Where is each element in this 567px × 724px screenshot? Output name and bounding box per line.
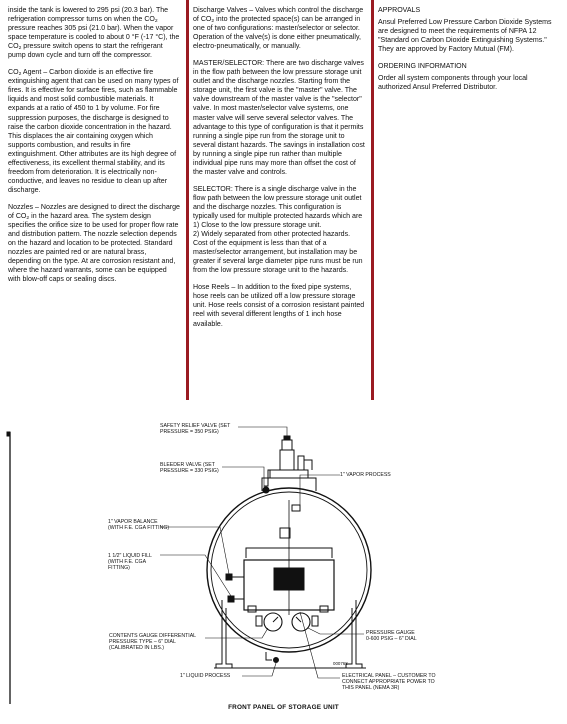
top-fitting <box>298 456 304 470</box>
leader-bleeder <box>222 467 264 487</box>
paragraph-compressor-cycle: inside the tank is lowered to 295 psi (20.3 bar). The refrigeration compressor turns on when the $CO_2$ pressure reaches 305 psi (21.0 bar). When the vapor space temperature is cooled to about 0 °F (-17 °C), the $CO_2$ pressure switch opens to start the refrigerant pump down cycle and turn off the compressor. <box>8 7 180 60</box>
paragraph-hose-reels: Hose Reels – In addition to the fixed pipe systems, hose reels can be utilized off a low pressure storage unit. Hose reels consist of a corrosion resistant painted reel with several different lengths of 1 inch hose available. <box>193 284 365 328</box>
selector-item-2: 2) Widely separated from other protected hazards. Cost of the equipment is less than that of a master/selector arrangement, but installation may be greater if several large diameter pipe runs must be run from the low pressure storage unit to the hazards. <box>193 231 363 275</box>
paragraph-master-selector: MASTER/SELECTOR: There are two discharge valves in the flow path between the low pressure storage unit outlet and the discharge nozzles. Starting from the storage unit, the first valve is the "master" valve. The valve downstream of the master valve is the "selector" valve. In most master/selector valve systems, one master valve will serve several selector valves. The advantage to this type of configuration is that it permits running a single pipe run from the storage unit to several distant hazards. The savings in installation cost by running a single pipe run rather than multiple individual pipe runs may more than offset the cost of the master valve and controls. <box>193 60 365 176</box>
figure-caption: FRONT PANEL OF STORAGE UNIT <box>228 704 339 711</box>
liquid-process-fitting <box>274 658 279 663</box>
liquid-fill-fitting <box>228 596 234 602</box>
figure-side-mark <box>7 432 10 436</box>
leader-vapor-balance <box>160 527 229 574</box>
figure-code: 000768 <box>333 661 348 666</box>
label-bleeder-valve: BLEEDER VALVE (SET PRESSURE = 330 PSIG) <box>160 462 219 475</box>
heading-approvals: APPROVALS <box>378 7 421 14</box>
safety-relief-valve-top <box>282 440 292 450</box>
pressure-gauge-needle <box>296 617 301 622</box>
paragraph-ordering: Order all system components through your local authorized Ansul Preferred Distributor. <box>378 75 528 92</box>
text-column-right <box>378 6 558 100</box>
label-electrical-panel: ELECTRICAL PANEL – CUSTOMER TO CONNECT APPROPRIATE POWER TO THIS PANEL (NEMA 3R) <box>342 673 436 692</box>
label-vapor-balance: 1" VAPOR BALANCE (WITH F.E. CGA FITTING) <box>108 519 170 532</box>
top-fitting-pipe <box>304 460 312 470</box>
selector-intro: SELECTOR: There is a single discharge valve in the flow path between the low pressure storage unit outlet and the discharge nozzles. This configuration is typically used for multiple protected hazards which are <box>193 185 363 220</box>
paragraph-discharge-valves: Discharge Valves – Valves which control the discharge of $CO_2$ into the protected space(s) can be arranged in one of two configurations: master/selector or selector. Operation of the valve(s) is done either pneumatically, electro-pneumatically, or manually. <box>193 7 364 51</box>
left-leg <box>216 600 232 668</box>
vapor-balance-fitting <box>226 574 232 580</box>
contents-gauge-needle <box>273 617 278 622</box>
leader-liquid-process <box>242 663 276 676</box>
heading-ordering-information: ORDERING INFORMATION <box>378 63 467 71</box>
column-divider-left <box>186 0 189 400</box>
label-vapor-process: 1" VAPOR PROCESS <box>340 472 391 478</box>
safety-relief-cap <box>284 436 290 440</box>
electrical-panel-window <box>274 568 304 590</box>
vapor-process-fitting <box>292 505 300 511</box>
gauge-fitting-right <box>312 616 318 626</box>
leader-safety-relief <box>238 427 287 436</box>
safety-relief-valve-body <box>280 450 294 470</box>
storage-unit-diagram <box>0 400 567 704</box>
paragraph-co2-agent: $CO_2$ Agent – Carbon dioxide is an effective fire extinguishing agent that can be used on many types of fires. It is effective for surface fires, such as flammable liquids and most solid combustible materials. It expands at a ratio of 450 to 1 by volume. For fire suppression purposes, the discharge is designed to raise the carbon dioxide concentration in the hazard. This displaces the air containing oxygen which supports combustion, and results in fire extinguishment. Other attributes are its high degree of effectiveness, its excellent thermal stability, and its freedom from deterioration. It is electrically non-conductive, and leaves no residue to clean up after discharge. <box>8 69 179 194</box>
bleeder-valve <box>263 487 269 493</box>
label-liquid-fill: 1 1/2" LIQUID FILL (WITH F.E. CGA FITTING) <box>108 553 152 572</box>
paragraph-selector <box>193 185 365 275</box>
top-cap-rim <box>270 470 308 478</box>
liquid-process-pipe <box>266 652 272 660</box>
center-box <box>280 528 290 538</box>
column-divider-right <box>371 0 374 400</box>
selector-item-1: 1) Close to the low pressure storage unit. <box>193 222 322 230</box>
gauge-fitting-left <box>256 616 262 626</box>
text-column-middle <box>193 6 365 337</box>
paragraph-approvals: Ansul Preferred Low Pressure Carbon Dioxide Systems are designed to meet the requirements of NFPA 12 "Standard on Carbon Dioxide Extinguishing Systems." They are approved by Factory Mutual (FM). <box>378 19 552 54</box>
paragraph-nozzles: Nozzles – Nozzles are designed to direct the discharge of $CO_2$ in the hazard area. The system design specifies the orifice size to be used for proper flow rate and distribution pattern. The nozzle selection depends on the hazard and location to be protected. Standard nozzles are painted red or are natural brass, depending on the type. At are corrosion resistant and, where the hazard warrants, some can be equipped with blow-off caps or sealing discs. <box>8 203 180 284</box>
label-pressure-gauge: PRESSURE GAUGE 0-600 PSIG – 6" DIAL <box>366 630 417 643</box>
label-liquid-process: 1" LIQUID PROCESS <box>180 673 231 679</box>
panel-latch-left <box>248 606 256 612</box>
top-cap <box>262 478 316 491</box>
panel-latch-right <box>320 606 328 612</box>
label-safety-relief-valve: SAFETY RELIEF VALVE (SET PRESSURE = 350 PSIG) <box>160 423 231 436</box>
label-contents-gauge: CONTENTS GAUGE DIFFERENTIAL PRESSURE TYPE – 6" DIAL (CALIBRATED IN LBS.) <box>109 633 197 652</box>
leader-liquid-fill <box>160 555 231 596</box>
text-column-left <box>8 6 180 292</box>
